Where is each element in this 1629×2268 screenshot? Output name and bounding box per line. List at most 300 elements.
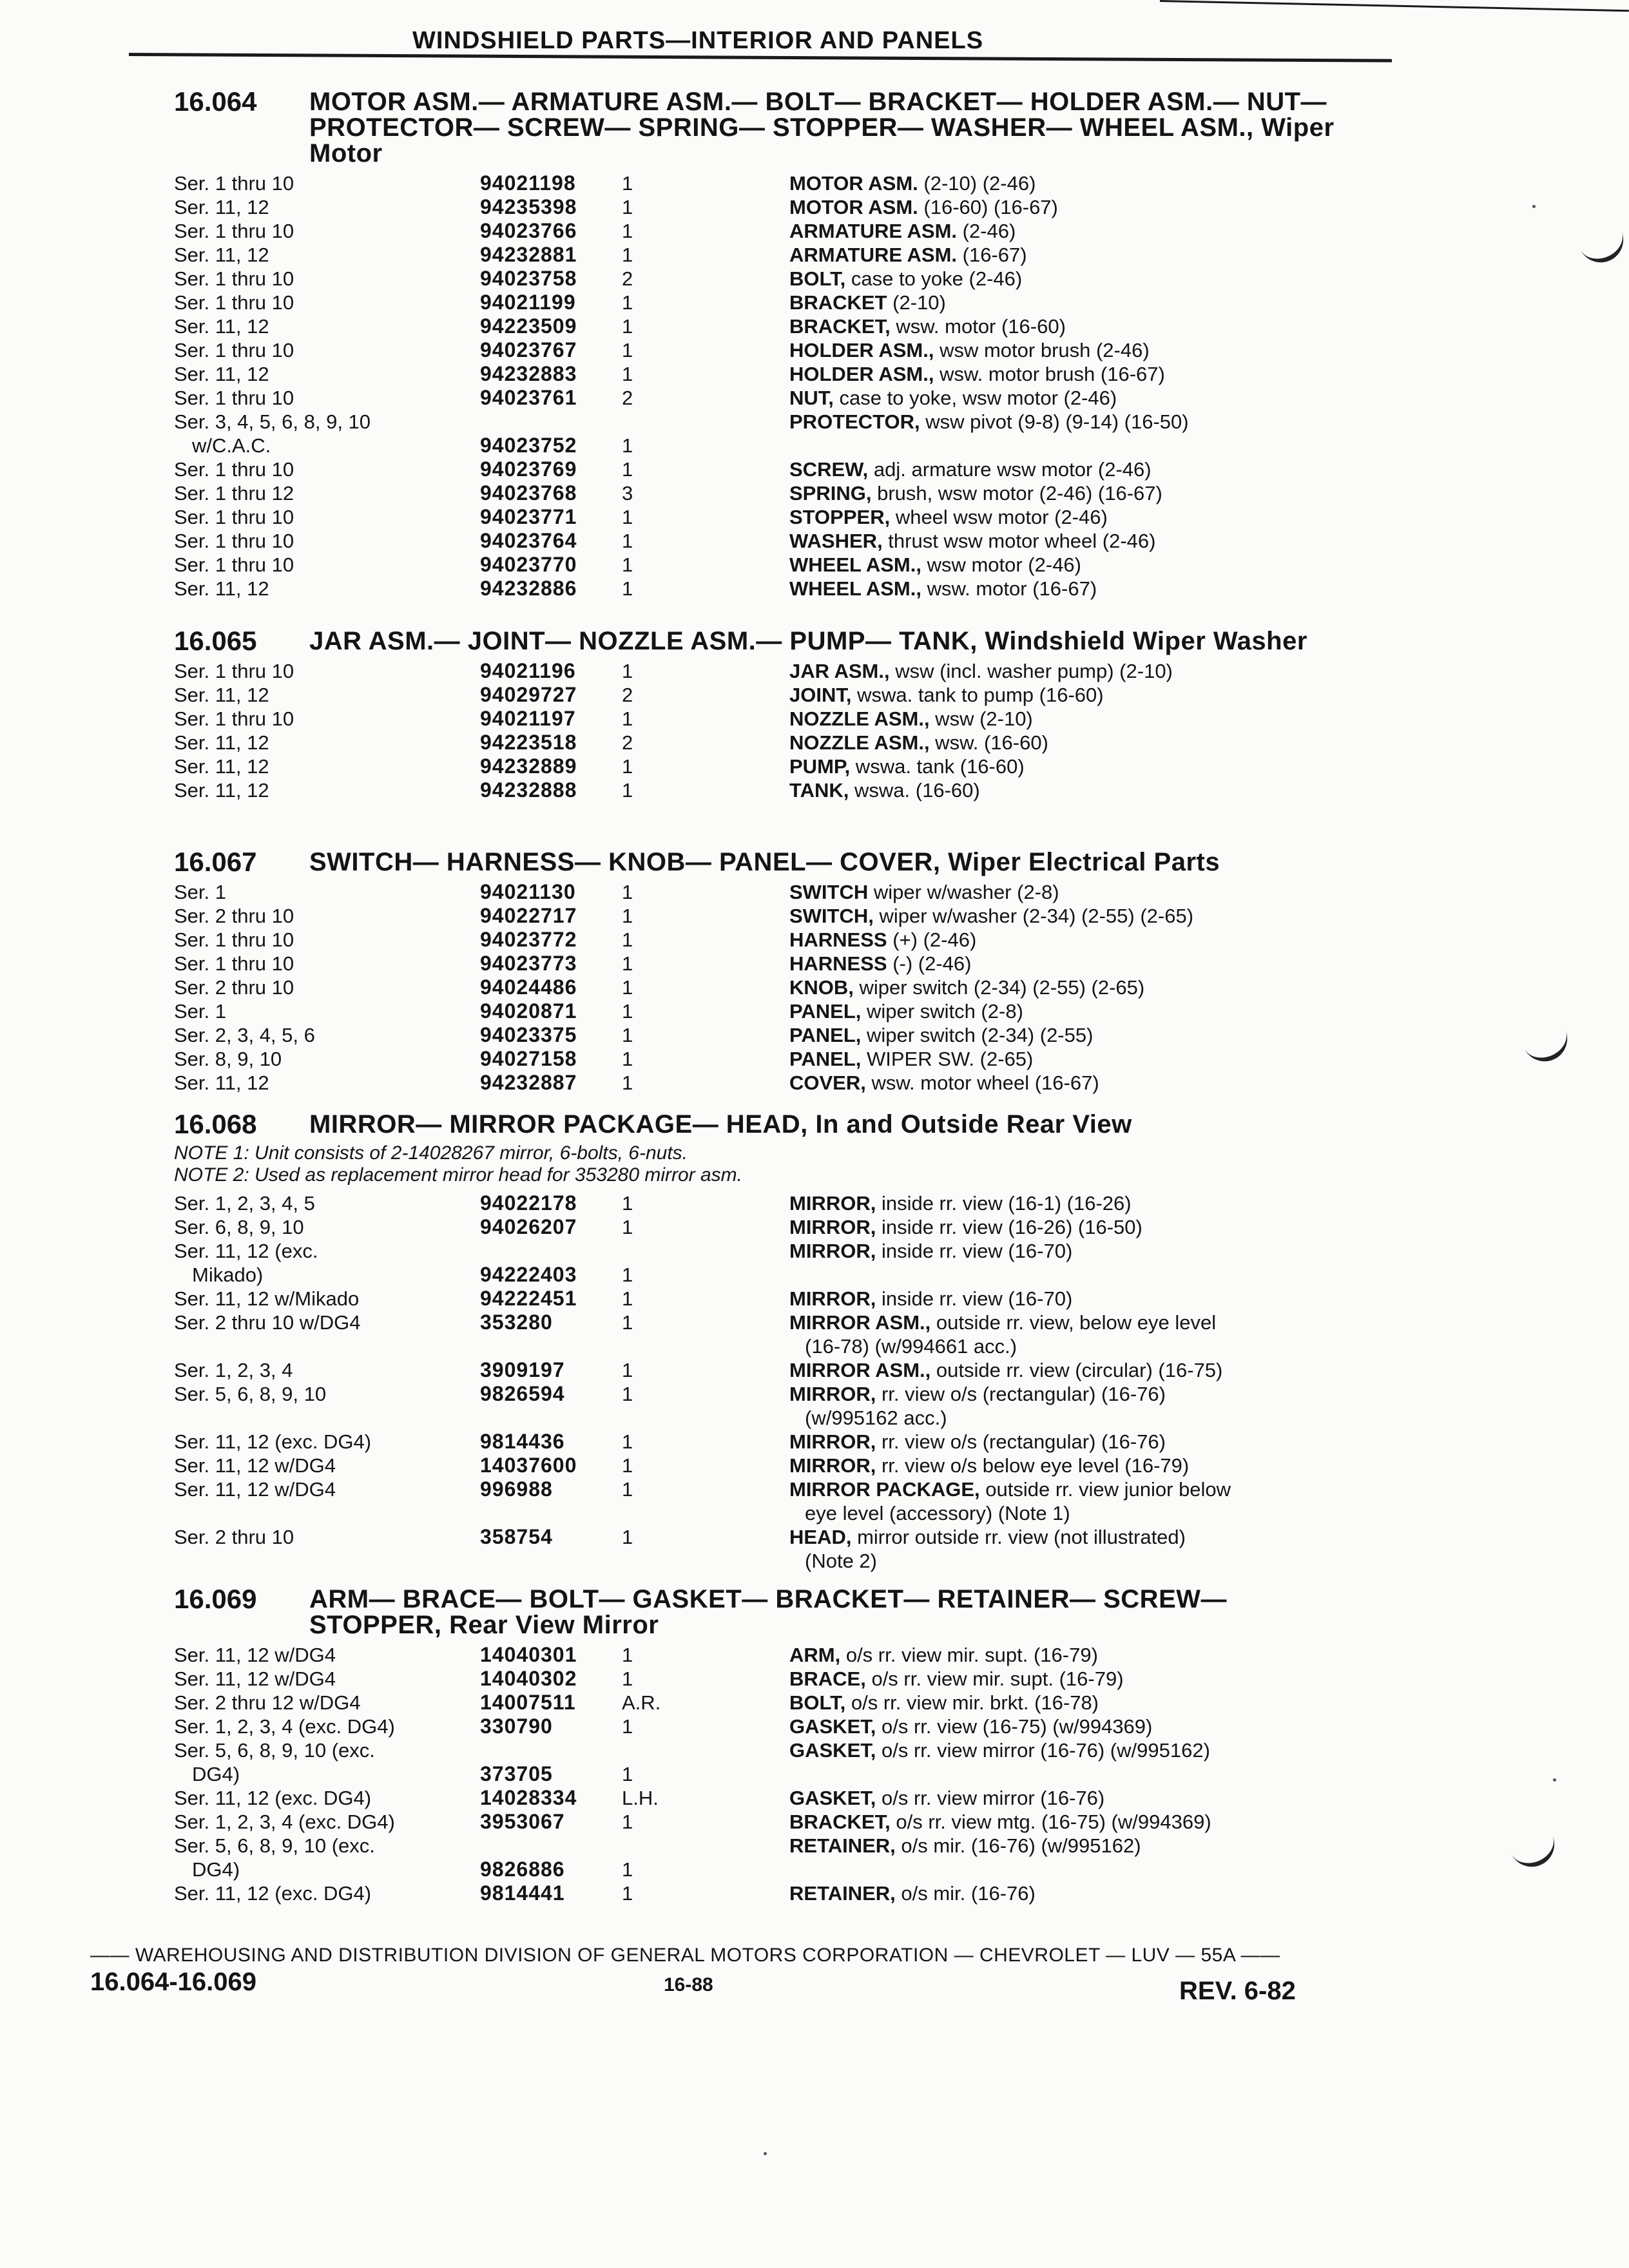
quantity: 1 <box>622 976 633 999</box>
serial-range-line-2: DG4) <box>192 1858 240 1881</box>
part-detail: inside rr. view (16-26) (16-50) <box>876 1216 1142 1238</box>
quantity: 1 <box>622 1644 633 1666</box>
quantity: 1 <box>622 553 633 576</box>
quantity: 1 <box>622 1216 633 1238</box>
quantity: 1 <box>622 660 633 682</box>
part-name: WHEEL ASM., <box>789 577 921 600</box>
part-detail-line-2: (16-78) (w/994661 acc.) <box>805 1335 1017 1358</box>
part-row <box>174 1047 1366 1071</box>
part-name: ARMATURE ASM. <box>789 244 958 266</box>
serial-range: Ser. 1 thru 10 <box>174 707 294 730</box>
part-name: MIRROR, <box>789 1454 876 1477</box>
part-name: BRACKET, <box>789 1811 891 1833</box>
part-number: 353280 <box>480 1311 553 1334</box>
part-row <box>174 1287 1366 1311</box>
part-description <box>789 683 1356 707</box>
serial-range: Ser. 2 thru 10 w/DG4 <box>174 1311 361 1334</box>
section-heading <box>174 628 1366 654</box>
part-row <box>174 1834 1366 1881</box>
footer-revision: REV. 6-82 <box>1179 1977 1296 2005</box>
part-number: 996988 <box>480 1477 553 1501</box>
part-number: 94232889 <box>480 754 577 778</box>
quantity: 1 <box>622 1383 633 1405</box>
part-row <box>174 1810 1366 1834</box>
part-detail: outside rr. view (circular) (16-75) <box>930 1359 1223 1381</box>
part-detail: wsw (incl. washer pump) (2-10) <box>889 660 1173 682</box>
part-description <box>789 171 1356 195</box>
part-number: 94023768 <box>480 481 577 505</box>
part-description <box>789 1643 1356 1667</box>
part-description <box>789 338 1356 362</box>
section-number: 16.067 <box>174 847 257 877</box>
quantity: 1 <box>622 928 633 951</box>
quantity: 1 <box>622 577 633 600</box>
part-description <box>789 1881 1356 1905</box>
serial-range-line-1: Ser. 5, 6, 8, 9, 10 (exc. <box>174 1834 375 1857</box>
parts-list <box>174 659 1366 802</box>
quantity: L.H. <box>622 1787 659 1809</box>
quantity: 1 <box>622 1311 633 1334</box>
part-description <box>789 1358 1356 1382</box>
part-row <box>174 952 1366 975</box>
part-detail: (2-46) <box>957 220 1016 242</box>
quantity: 1 <box>622 196 633 218</box>
part-detail: wswa. (16-60) <box>849 779 980 802</box>
quantity: 1 <box>622 363 633 385</box>
part-number: 94021196 <box>480 659 576 682</box>
part-name: MIRROR, <box>789 1383 876 1405</box>
quantity: 2 <box>622 387 633 409</box>
scan-speck <box>1553 1778 1556 1782</box>
part-number: 94023769 <box>480 457 577 481</box>
section-16-068 <box>174 1111 1366 1573</box>
section-title: MOTOR ASM.— ARMATURE ASM.— BOLT— BRACKET— HOLDER ASM.— NUT— PROTECTOR— SCREW— SPRING— STOPPER— WASHER— WHEEL ASM., Wiper Motor <box>309 88 1335 168</box>
part-row <box>174 1430 1366 1454</box>
part-detail: rr. view o/s (rectangular) (16-76) <box>876 1430 1166 1453</box>
part-name: BOLT, <box>789 267 846 290</box>
section-number: 16.065 <box>174 626 257 656</box>
quantity: 1 <box>622 1359 633 1381</box>
quantity: 1 <box>622 1048 633 1070</box>
serial-range: Ser. 6, 8, 9, 10 <box>174 1216 304 1238</box>
serial-range: Ser. 1 thru 10 <box>174 172 294 195</box>
part-detail: o/s rr. view mir. supt. (16-79) <box>840 1644 1098 1666</box>
serial-range: Ser. 1, 2, 3, 4 <box>174 1359 293 1381</box>
part-name: JAR ASM., <box>789 660 890 682</box>
part-name: HOLDER ASM., <box>789 339 934 361</box>
part-name: NOZZLE ASM., <box>789 707 930 730</box>
binder-hole-mark <box>1523 1026 1575 1069</box>
part-detail: wheel wsw motor (2-46) <box>890 506 1108 528</box>
part-detail: wswa. tank (16-60) <box>850 755 1025 778</box>
part-row <box>174 731 1366 754</box>
part-name: SWITCH, <box>789 905 874 927</box>
section-notes <box>174 1142 1366 1186</box>
serial-range: Ser. 1 thru 10 <box>174 952 294 975</box>
serial-range: Ser. 11, 12 <box>174 1072 269 1094</box>
part-name: MIRROR, <box>789 1240 876 1262</box>
part-description <box>789 928 1356 952</box>
part-name: NOZZLE ASM., <box>789 731 930 754</box>
serial-range: Ser. 1 thru 10 <box>174 458 294 481</box>
footer-page-number: 16-88 <box>664 1974 713 1995</box>
quantity: 1 <box>622 291 633 314</box>
part-name: PUMP, <box>789 755 851 778</box>
part-name: HEAD, <box>789 1526 852 1548</box>
part-row <box>174 928 1366 952</box>
part-row <box>174 975 1366 999</box>
serial-range: Ser. 1 thru 10 <box>174 339 294 361</box>
part-description <box>789 1023 1356 1047</box>
part-description <box>789 457 1356 481</box>
part-detail: (2-10) (2-46) <box>918 172 1036 195</box>
part-name: MOTOR ASM. <box>789 196 918 218</box>
quantity: 1 <box>622 530 633 552</box>
part-name: COVER, <box>789 1072 866 1094</box>
part-name: ARM, <box>789 1644 841 1666</box>
part-number: 94235398 <box>480 195 577 218</box>
part-row <box>174 1691 1366 1715</box>
part-detail: outside rr. view junior below <box>979 1478 1231 1501</box>
part-row <box>174 386 1366 410</box>
part-name: PROTECTOR, <box>789 410 920 433</box>
serial-range: Ser. 8, 9, 10 <box>174 1048 282 1070</box>
part-name: WASHER, <box>789 530 883 552</box>
part-detail: (+) (2-46) <box>887 928 977 951</box>
quantity: 1 <box>622 779 633 802</box>
part-description <box>789 1454 1356 1477</box>
part-number: 94022178 <box>480 1191 577 1215</box>
part-name: MIRROR ASM., <box>789 1311 931 1334</box>
serial-range: Ser. 1, 2, 3, 4 (exc. DG4) <box>174 1811 395 1833</box>
part-name: NUT, <box>789 387 834 409</box>
part-description <box>789 880 1356 904</box>
part-number: 94023761 <box>480 386 577 409</box>
part-detail: o/s rr. view (16-75) (w/994369) <box>876 1715 1153 1738</box>
part-detail: case to yoke (2-46) <box>845 267 1023 290</box>
part-name: MIRROR, <box>789 1216 876 1238</box>
part-row <box>174 553 1366 577</box>
section-number: 16.069 <box>174 1584 257 1614</box>
serial-range: Ser. 1 thru 10 <box>174 660 294 682</box>
part-name: SCREW, <box>789 458 869 481</box>
parts-list <box>174 1643 1366 1905</box>
section-heading <box>174 1111 1366 1137</box>
parts-list <box>174 171 1366 601</box>
part-description <box>789 481 1356 505</box>
serial-range: Ser. 1 <box>174 881 226 903</box>
part-row <box>174 1071 1366 1095</box>
serial-range-line-2: DG4) <box>192 1763 240 1785</box>
part-name: KNOB, <box>789 976 854 999</box>
part-description <box>789 778 1356 802</box>
part-name: SPRING, <box>789 482 872 505</box>
part-name: RETAINER, <box>789 1882 896 1905</box>
section-title: ARM— BRACE— BOLT— GASKET— BRACKET— RETAINER— SCREW— STOPPER, Rear View Mirror <box>309 1585 1227 1639</box>
section-heading <box>174 849 1366 875</box>
part-description <box>789 1311 1356 1358</box>
part-detail: brush, wsw motor (2-46) (16-67) <box>871 482 1162 505</box>
part-detail: o/s rr. view mirror (16-76) (w/995162) <box>876 1739 1210 1762</box>
part-number: 94021130 <box>480 880 576 903</box>
quantity: 1 <box>622 1024 633 1046</box>
serial-range: Ser. 11, 12 <box>174 577 269 600</box>
quantity: 1 <box>622 315 633 338</box>
serial-range: Ser. 5, 6, 8, 9, 10 <box>174 1383 327 1405</box>
part-description <box>789 1071 1356 1095</box>
part-row <box>174 1881 1366 1905</box>
serial-range: Ser. 11, 12 <box>174 731 269 754</box>
part-detail: wsw. (16-60) <box>929 731 1048 754</box>
quantity: 2 <box>622 731 633 754</box>
part-detail: o/s rr. view mtg. (16-75) (w/994369) <box>890 1811 1211 1833</box>
part-row <box>174 410 1366 457</box>
part-description <box>789 1215 1356 1239</box>
parts-list <box>174 1191 1366 1573</box>
part-description <box>789 707 1356 731</box>
part-row <box>174 1525 1366 1573</box>
quantity: 1 <box>622 707 633 730</box>
part-detail-line-2: (w/995162 acc.) <box>805 1407 947 1429</box>
part-number: 94222451 <box>480 1287 577 1310</box>
part-row <box>174 754 1366 778</box>
serial-range: Ser. 11, 12 <box>174 684 269 706</box>
part-detail: wiper switch (2-34) (2-55) <box>861 1024 1094 1046</box>
part-detail: wiper w/washer (2-8) <box>868 881 1059 903</box>
part-row <box>174 1023 1366 1047</box>
part-row <box>174 1715 1366 1738</box>
serial-range: Ser. 11, 12 w/Mikado <box>174 1287 360 1310</box>
part-description <box>789 952 1356 975</box>
part-name: JOINT, <box>789 684 852 706</box>
quantity: 1 <box>622 1526 633 1548</box>
part-name: PANEL, <box>789 1048 862 1070</box>
part-name: GASKET, <box>789 1715 876 1738</box>
serial-range: Ser. 11, 12 w/DG4 <box>174 1454 336 1477</box>
serial-range: Ser. 1 thru 10 <box>174 291 294 314</box>
serial-range <box>174 1240 464 1287</box>
part-number: 14007511 <box>480 1691 576 1714</box>
part-detail: adj. armature wsw motor (2-46) <box>868 458 1152 481</box>
part-description <box>789 291 1356 314</box>
part-number: 9814441 <box>480 1881 565 1905</box>
part-name: GASKET, <box>789 1787 876 1809</box>
serial-range <box>174 410 464 457</box>
part-detail: inside rr. view (16-1) (16-26) <box>876 1192 1132 1215</box>
part-name: WHEEL ASM., <box>789 553 921 576</box>
part-detail: thrust wsw motor wheel (2-46) <box>882 530 1156 552</box>
part-row <box>174 457 1366 481</box>
part-row <box>174 707 1366 731</box>
part-detail: wswa. tank to pump (16-60) <box>851 684 1104 706</box>
parts-list <box>174 880 1366 1095</box>
quantity: 1 <box>622 905 633 927</box>
part-name: BRACKET <box>789 291 887 314</box>
serial-range: Ser. 11, 12 (exc. DG4) <box>174 1882 372 1905</box>
part-number: 94021198 <box>480 171 576 195</box>
part-name: PANEL, <box>789 1000 862 1023</box>
part-row <box>174 529 1366 553</box>
part-row <box>174 1454 1366 1477</box>
part-number: 94023758 <box>480 267 577 290</box>
section-number: 16.064 <box>174 86 257 117</box>
part-name: HARNESS <box>789 952 887 975</box>
part-detail: wsw motor brush (2-46) <box>934 339 1150 361</box>
part-number: 94021199 <box>480 291 576 314</box>
part-description <box>789 1525 1356 1573</box>
part-number: 330790 <box>480 1715 553 1738</box>
part-description <box>789 1287 1356 1311</box>
part-description <box>789 553 1356 577</box>
part-name: HARNESS <box>789 928 887 951</box>
part-description <box>789 1691 1356 1715</box>
part-name: GASKET, <box>789 1739 876 1762</box>
serial-range: Ser. 2 thru 10 <box>174 1526 294 1548</box>
part-description <box>789 1239 1356 1263</box>
part-description <box>789 999 1356 1023</box>
part-detail: o/s rr. view mir. supt. (16-79) <box>865 1667 1124 1690</box>
part-row <box>174 291 1366 314</box>
serial-range: Ser. 11, 12 <box>174 244 269 266</box>
part-row <box>174 683 1366 707</box>
quantity: 1 <box>622 881 633 903</box>
quantity: 1 <box>622 458 633 481</box>
part-detail: (-) (2-46) <box>887 952 972 975</box>
serial-range: Ser. 11, 12 <box>174 315 269 338</box>
section-16-069 <box>174 1586 1366 1905</box>
footer-section-range: 16.064-16.069 <box>90 1968 257 1996</box>
serial-range: Ser. 2 thru 10 <box>174 976 294 999</box>
part-detail: o/s mir. (16-76) (w/995162) <box>895 1834 1141 1857</box>
part-name: BRACE, <box>789 1667 866 1690</box>
part-detail: wsw pivot (9-8) (9-14) (16-50) <box>920 410 1189 433</box>
serial-range: Ser. 1, 2, 3, 4, 5 <box>174 1192 315 1215</box>
scan-edge-line <box>1160 0 1629 12</box>
part-detail: wiper switch (2-34) (2-55) (2-65) <box>853 976 1145 999</box>
part-row <box>174 219 1366 243</box>
part-row <box>174 1311 1366 1358</box>
part-row <box>174 1667 1366 1691</box>
part-number: 94222403 <box>480 1263 577 1286</box>
quantity: 1 <box>622 1478 633 1501</box>
part-description <box>789 1477 1356 1525</box>
part-detail: (16-67) <box>957 244 1027 266</box>
part-number: 94232886 <box>480 577 577 600</box>
part-description <box>789 267 1356 291</box>
note-1: NOTE 1: Unit consists of 2-14028267 mirror, 6-bolts, 6-nuts. <box>174 1142 688 1164</box>
serial-range-line-1: Ser. 11, 12 (exc. <box>174 1240 318 1262</box>
serial-range: Ser. 1 thru 10 <box>174 220 294 242</box>
quantity: 1 <box>622 1430 633 1453</box>
quantity: 1 <box>622 220 633 242</box>
part-name: MIRROR, <box>789 1430 876 1453</box>
part-row <box>174 1191 1366 1215</box>
part-row <box>174 1358 1366 1382</box>
part-description <box>789 1191 1356 1215</box>
part-number: 14040302 <box>480 1667 577 1690</box>
part-description <box>789 219 1356 243</box>
section-16-067 <box>174 849 1366 1095</box>
part-name: RETAINER, <box>789 1834 896 1857</box>
part-detail: wsw. motor (16-60) <box>890 315 1066 338</box>
part-row <box>174 362 1366 386</box>
part-description <box>789 731 1356 754</box>
part-detail: o/s rr. view mirror (16-76) <box>876 1787 1105 1809</box>
quantity: 1 <box>622 1715 633 1738</box>
part-row <box>174 880 1366 904</box>
scan-speck <box>764 2152 767 2155</box>
part-number: 14037600 <box>480 1454 577 1477</box>
part-description <box>789 362 1356 386</box>
part-name: PANEL, <box>789 1024 862 1046</box>
part-name: HOLDER ASM., <box>789 363 934 385</box>
part-description <box>789 1715 1356 1738</box>
part-name: MIRROR PACKAGE, <box>789 1478 980 1501</box>
quantity: 1 <box>622 1264 633 1286</box>
serial-range: Ser. 2 thru 10 <box>174 905 294 927</box>
part-description <box>789 195 1356 219</box>
page-title: WINDSHIELD PARTS—INTERIOR AND PANELS <box>412 27 984 54</box>
part-description <box>789 1430 1356 1454</box>
part-number: 94027158 <box>480 1047 577 1070</box>
serial-range: Ser. 1 thru 10 <box>174 553 294 576</box>
part-detail-line-2: eye level (accessory) (Note 1) <box>805 1502 1070 1524</box>
part-description <box>789 659 1356 683</box>
serial-range <box>174 1834 464 1881</box>
part-number: 3953067 <box>480 1810 565 1833</box>
section-title: MIRROR— MIRROR PACKAGE— HEAD, In and Outside Rear View <box>309 1110 1132 1139</box>
part-name: MIRROR, <box>789 1287 876 1310</box>
quantity: 1 <box>622 1072 633 1094</box>
part-number: 9826886 <box>480 1858 565 1881</box>
part-number: 14040301 <box>480 1643 577 1666</box>
part-description <box>789 386 1356 410</box>
binder-hole-mark <box>1510 1832 1562 1874</box>
part-number: 94026207 <box>480 1215 577 1238</box>
part-number: 94232883 <box>480 362 577 385</box>
part-row <box>174 1239 1366 1287</box>
note-2: NOTE 2: Used as replacement mirror head for 353280 mirror asm. <box>174 1164 742 1186</box>
quantity: 1 <box>622 1000 633 1023</box>
section-title: JAR ASM.— JOINT— NOZZLE ASM.— PUMP— TANK, Windshield Wiper Washer <box>309 627 1307 655</box>
section-heading <box>174 1586 1366 1638</box>
quantity: 1 <box>622 1287 633 1310</box>
part-number: 94023375 <box>480 1023 577 1046</box>
part-row <box>174 1382 1366 1430</box>
part-name: BRACKET, <box>789 315 891 338</box>
serial-range-line-1: Ser. 5, 6, 8, 9, 10 (exc. <box>174 1739 375 1762</box>
serial-range: Ser. 1 thru 10 <box>174 530 294 552</box>
part-description <box>789 975 1356 999</box>
part-number: 94023767 <box>480 338 577 361</box>
part-number: 94020871 <box>480 999 577 1023</box>
quantity: 1 <box>622 506 633 528</box>
quantity: 1 <box>622 244 633 266</box>
quantity: 2 <box>622 684 633 706</box>
part-detail: (16-60) (16-67) <box>918 196 1058 218</box>
serial-range: Ser. 2 thru 12 w/DG4 <box>174 1691 361 1714</box>
part-row <box>174 577 1366 601</box>
part-number: 94232887 <box>480 1071 577 1094</box>
part-number: 358754 <box>480 1525 553 1548</box>
part-number: 94023764 <box>480 529 577 552</box>
part-name: MOTOR ASM. <box>789 172 918 195</box>
part-description <box>789 243 1356 267</box>
serial-range: Ser. 11, 12 <box>174 363 269 385</box>
serial-range: Ser. 11, 12 <box>174 755 269 778</box>
part-detail: outside rr. view, below eye level <box>930 1311 1217 1334</box>
part-description <box>789 314 1356 338</box>
